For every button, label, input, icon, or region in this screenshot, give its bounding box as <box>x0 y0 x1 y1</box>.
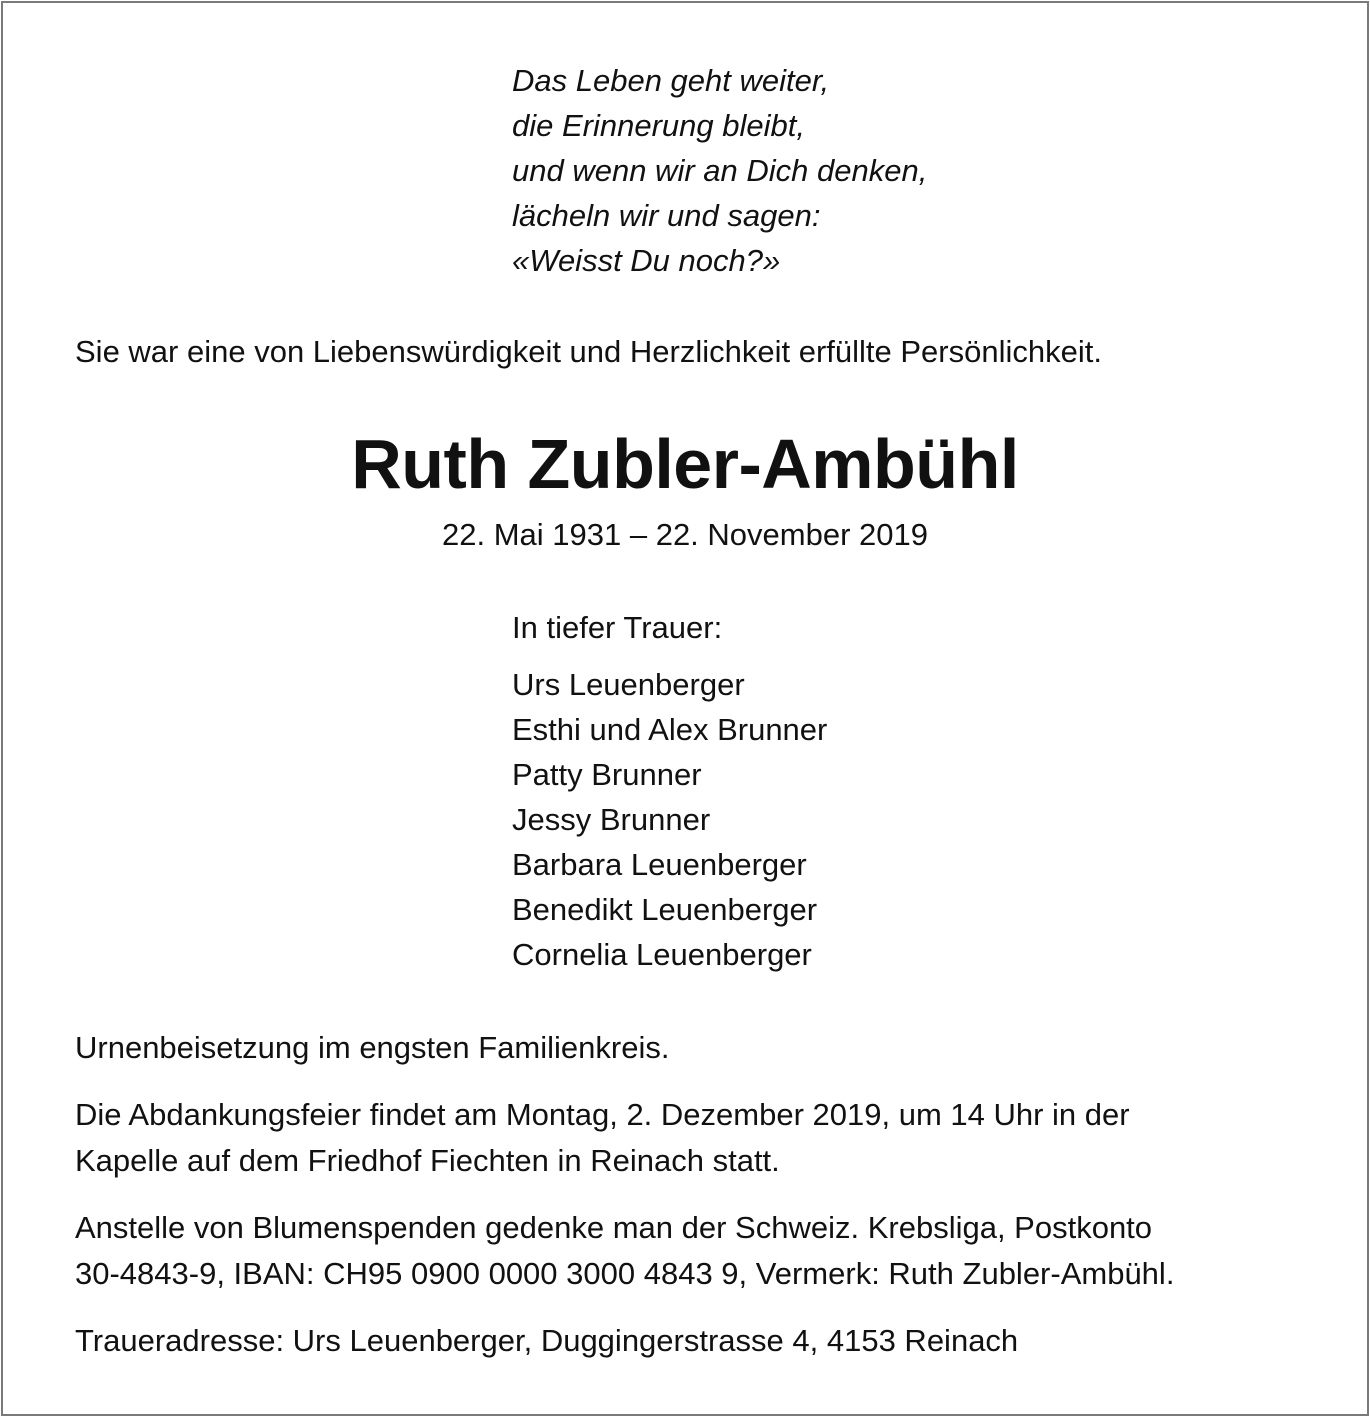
poem-line: Das Leben geht weiter, <box>512 63 830 98</box>
mourners-list <box>512 662 827 977</box>
poem <box>512 58 927 283</box>
mourning-address: Traueradresse: Urs Leuenberger, Duggingerstrasse 4, 4153 Reinach <box>75 1323 1019 1358</box>
poem-line: die Erinnerung bleibt, <box>512 108 805 143</box>
donation-line: Anstelle von Blumenspenden gedenke man der Schweiz. Krebsliga, Postkonto <box>75 1210 1153 1245</box>
intro-text: Sie war eine von Liebenswürdigkeit und Herzlichkeit erfüllte Persönlichkeit. <box>75 334 1102 369</box>
ceremony-note <box>75 1092 1130 1184</box>
donation-line: 30-4843-9, IBAN: CH95 0900 0000 3000 4843 9, Vermerk: Ruth Zubler-Ambühl. <box>75 1256 1175 1291</box>
mourner-name: Barbara Leuenberger <box>512 847 807 882</box>
mourner-name: Patty Brunner <box>512 757 702 792</box>
mourning-label: In tiefer Trauer: <box>512 610 723 645</box>
ceremony-line: Die Abdankungsfeier findet am Montag, 2. Dezember 2019, um 14 Uhr in der <box>75 1097 1130 1132</box>
poem-line: und wenn wir an Dich denken, <box>512 153 928 188</box>
mourner-name: Urs Leuenberger <box>512 667 745 702</box>
deceased-name: Ruth Zubler-Ambühl <box>351 425 1019 503</box>
mourner-name: Benedikt Leuenberger <box>512 892 818 927</box>
donation-note <box>75 1205 1174 1297</box>
mourner-name: Jessy Brunner <box>512 802 711 837</box>
life-dates: 22. Mai 1931 – 22. November 2019 <box>442 517 928 552</box>
poem-line: lächeln wir und sagen: <box>512 198 821 233</box>
mourner-name: Esthi und Alex Brunner <box>512 712 828 747</box>
poem-line: «Weisst Du noch?» <box>512 243 781 278</box>
mourner-name: Cornelia Leuenberger <box>512 937 812 972</box>
burial-note: Urnenbeisetzung im engsten Familienkreis. <box>75 1030 670 1065</box>
ceremony-line: Kapelle auf dem Friedhof Fiechten in Reinach statt. <box>75 1143 780 1178</box>
